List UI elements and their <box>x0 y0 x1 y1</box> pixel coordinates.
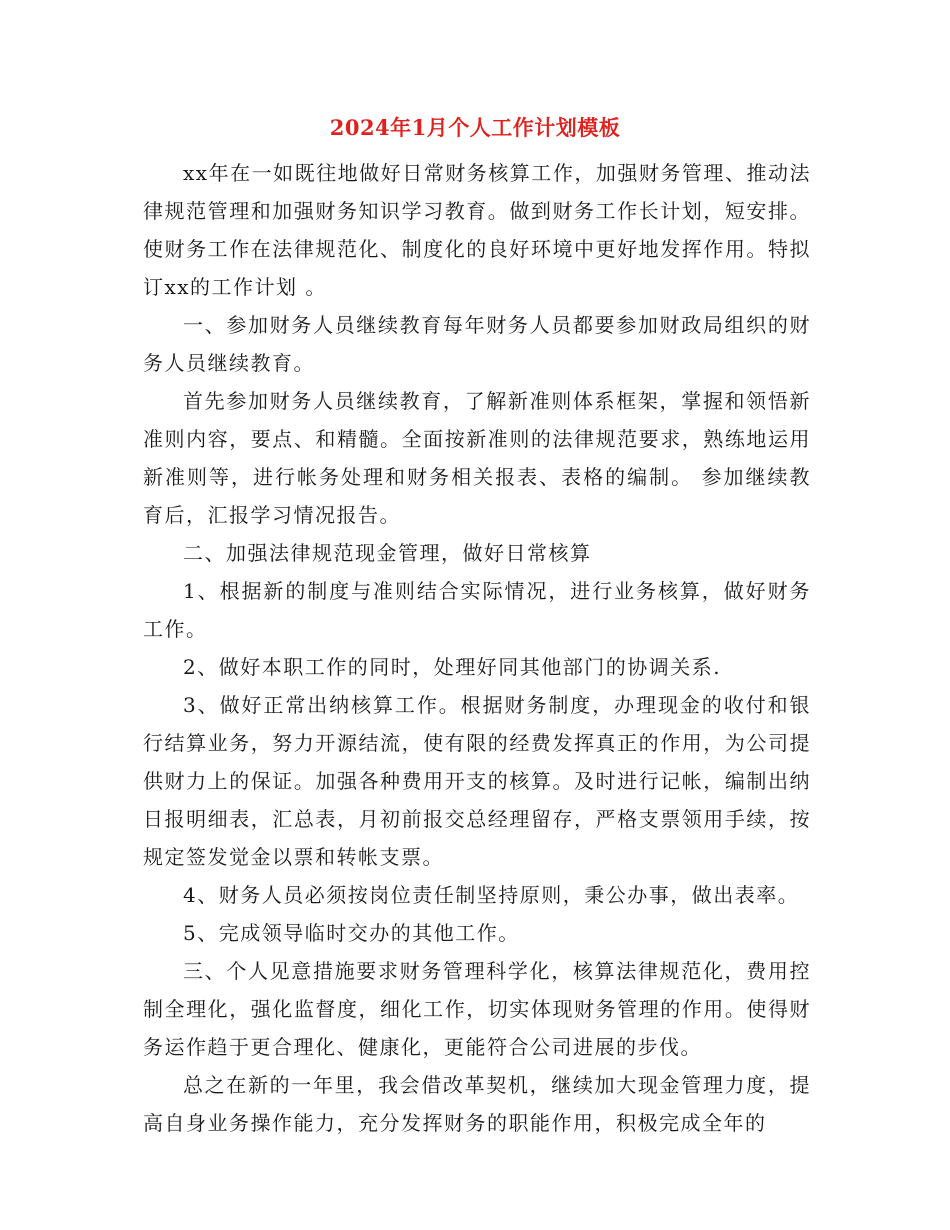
paragraph-section-1-body: 首先参加财务人员继续教育，了解新准则体系框架，掌握和领悟新准则内容，要点、和精髓。全面按新准则的法律规范要求，熟练地运用新准则等，进行帐务处理和财务相关报表、表格的编制。 参加继续教育后，汇报学习情况报告。 <box>143 389 811 527</box>
paragraph-conclusion: 总之在新的一年里，我会借改革契机，继续加大现金管理力度，提高自身业务操作能力，充分发挥财务的职能作用，积极完成全年的 <box>143 1073 811 1135</box>
paragraph-item-4: 4、财务人员必须按岗位责任制坚持原则，秉公办事，做出表率。 <box>183 883 800 907</box>
paragraph-section-2-heading: 二、加强法律规范现金管理，做好日常核算 <box>183 541 592 565</box>
paragraph-item-2: 2、做好本职工作的同时，处理好同其他部门的协调关系. <box>183 655 722 679</box>
paragraph-item-1: 1、根据新的制度与准则结合实际情况，进行业务核算，做好财务工作。 <box>143 579 811 641</box>
paragraph-intro: xx年在一如既往地做好日常财务核算工作，加强财务管理、推动法律规范管理和加强财务知识学习教育。做到财务工作长计划，短安排。使财务工作在法律规范化、制度化的良好环境中更好地发挥作用。特拟订xx的工作计划 。 <box>143 161 811 299</box>
paragraph-section-3: 三、个人见意措施要求财务管理科学化，核算法律规范化，费用控制全理化，强化监督度，细化工作，切实体现财务管理的作用。使得财务运作趋于更合理化、健康化，更能符合公司进展的步伐。 <box>143 959 811 1059</box>
document-body <box>143 154 811 1142</box>
paragraph-section-1-heading: 一、参加财务人员继续教育每年财务人员都要参加财政局组织的财务人员继续教育。 <box>143 313 811 375</box>
paragraph-item-5: 5、完成领导临时交办的其他工作。 <box>183 921 520 945</box>
paragraph-item-3: 3、做好正常出纳核算工作。根据财务制度，办理现金的收付和银行结算业务，努力开源结流，使有限的经费发挥真正的作用，为公司提供财力上的保证。加强各种费用开支的核算。及时进行记帐，编制出纳日报明细表，汇总表，月初前报交总经理留存，严格支票领用手续，按规定签发觉金以票和转帐支票。 <box>143 693 811 869</box>
document-title: 2024年1月个人工作计划模板 <box>329 115 621 140</box>
